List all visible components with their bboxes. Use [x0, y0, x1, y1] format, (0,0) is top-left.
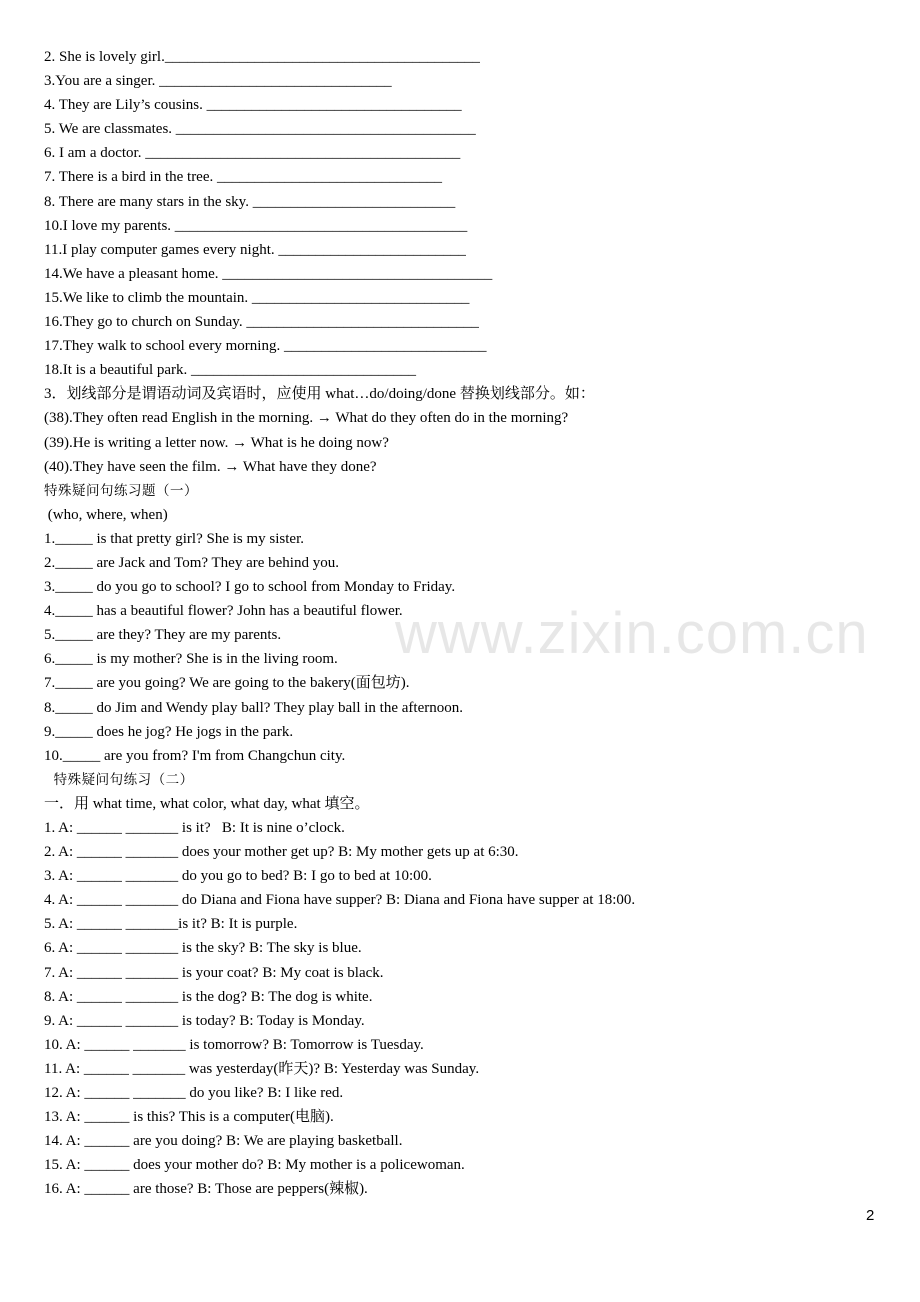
- exercise-line: 4._____ has a beautiful flower? John has a beautiful flower.: [44, 603, 403, 620]
- exercise-line: 13. A: ______ is this? This is a computer(电脑).: [44, 1109, 334, 1126]
- section-heading: 特殊疑问句练习（二）: [44, 771, 194, 788]
- exercise-line: 5. We are classmates. ________________________________________: [44, 121, 476, 138]
- exercise-line: 8._____ do Jim and Wendy play ball? They play ball in the afternoon.: [44, 699, 463, 716]
- exercise-line: 4. A: ______ _______ do Diana and Fiona have supper? B: Diana and Fiona have supper at 18:00.: [44, 892, 636, 909]
- exercise-line: 2. A: ______ _______ does your mother get up? B: My mother gets up at 6:30.: [44, 844, 519, 861]
- page-number: 2: [866, 1207, 875, 1224]
- exercise-line: 2. She is lovely girl.__________________________________________: [44, 49, 480, 65]
- example-line: (40).They have seen the film. → What have they done?: [44, 458, 377, 475]
- exercise-line: 12. A: ______ _______ do you like? B: I like red.: [44, 1085, 344, 1102]
- exercise-line: 10.I love my parents. _______________________________________: [44, 217, 468, 234]
- exercise-line: 14.We have a pleasant home. ____________________________________: [44, 265, 493, 282]
- exercise-line: 15. A: ______ does your mother do? B: My mother is a policewoman.: [44, 1157, 465, 1174]
- section-subheading: (who, where, when): [44, 506, 168, 523]
- example-line: (39).He is writing a letter now. → What is he doing now?: [44, 434, 389, 451]
- exercise-line: 15.We like to climb the mountain. _____________________________: [44, 289, 470, 306]
- exercise-line: 8. A: ______ _______ is the dog? B: The dog is white.: [44, 988, 373, 1005]
- exercise-line: 7. There is a bird in the tree. ______________________________: [44, 169, 442, 186]
- exercise-line: 2._____ are Jack and Tom? They are behind you.: [44, 554, 339, 571]
- exercise-line: 11. A: ______ _______ was yesterday(昨天)? B: Yesterday was Sunday.: [44, 1060, 480, 1077]
- exercise-line: 9._____ does he jog? He jogs in the park.: [44, 723, 294, 740]
- exercise-line: 10. A: ______ _______ is tomorrow? B: Tomorrow is Tuesday.: [44, 1036, 424, 1053]
- exercise-line: 3._____ do you go to school? I go to school from Monday to Friday.: [44, 579, 456, 596]
- exercise-line: 18.It is a beautiful park. ______________________________: [44, 362, 417, 379]
- exercise-line: 11.I play computer games every night. _________________________: [44, 241, 466, 258]
- exercise-line: 9. A: ______ _______ is today? B: Today is Monday.: [44, 1012, 365, 1029]
- example-line: (38).They often read English in the morning. → What do they often do in the morning?: [44, 410, 569, 427]
- exercise-line: 10._____ are you from? I'm from Changchun city.: [44, 747, 346, 764]
- section-instruction: 一．用 what time, what color, what day, what 填空。: [44, 795, 370, 812]
- exercise-line: 5. A: ______ _______is it? B: It is purple.: [44, 916, 298, 933]
- exercise-line: 4. They are Lily’s cousins. __________________________________: [44, 97, 462, 114]
- exercise-line: 1. A: ______ _______ is it? B: It is nine o’clock.: [44, 820, 345, 836]
- section-heading: 特殊疑问句练习题（一）: [44, 482, 198, 499]
- exercise-line: 6._____ is my mother? She is in the living room.: [44, 651, 338, 668]
- exercise-line: 16. A: ______ are those? B: Those are peppers(辣椒).: [44, 1181, 368, 1198]
- exercise-line: 6. I am a doctor. __________________________________________: [44, 145, 461, 162]
- rule-instruction: 3．划线部分是谓语动词及宾语时，应使用 what…do/doing/done 替换划线部分。如：: [44, 386, 595, 403]
- exercise-line: 7. A: ______ _______ is your coat? B: My coat is black.: [44, 964, 384, 981]
- exercise-line: 14. A: ______ are you doing? B: We are playing basketball.: [44, 1133, 403, 1150]
- exercise-line: 1._____ is that pretty girl? She is my sister.: [44, 530, 304, 547]
- exercise-line: 7._____ are you going? We are going to the bakery(面包坊).: [44, 675, 410, 692]
- exercise-line: 3. A: ______ _______ do you go to bed? B: I go to bed at 10:00.: [44, 868, 432, 885]
- exercise-line: 17.They walk to school every morning. ___________________________: [44, 338, 487, 355]
- exercise-line: 16.They go to church on Sunday. _______________________________: [44, 314, 479, 331]
- watermark: www.zixin.com.cn: [395, 601, 869, 666]
- exercise-line: 8. There are many stars in the sky. ___________________________: [44, 193, 456, 210]
- exercise-line: 3.You are a singer. _______________________________: [44, 73, 392, 90]
- exercise-line: 5._____ are they? They are my parents.: [44, 627, 282, 644]
- exercise-line: 6. A: ______ _______ is the sky? B: The sky is blue.: [44, 940, 362, 957]
